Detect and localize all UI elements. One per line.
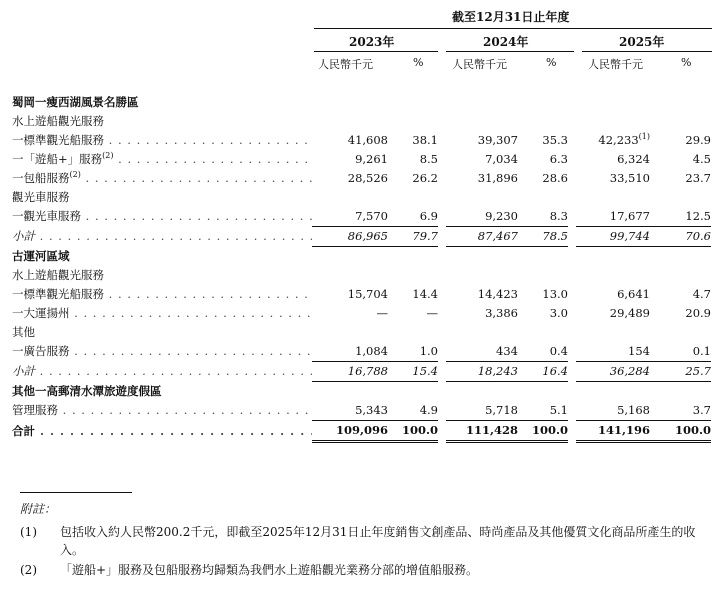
cell-value: 23.7	[685, 171, 711, 185]
percent-cell	[392, 285, 442, 304]
percent-cell	[522, 266, 572, 285]
footnote-ref: (1)	[638, 132, 650, 142]
percent-cell	[522, 401, 572, 421]
unit-2025: 人民幣千元	[588, 58, 643, 71]
amount-cell	[312, 207, 392, 227]
amount-cell	[442, 112, 522, 131]
percent-cell	[522, 150, 572, 169]
percent-cell	[392, 227, 442, 247]
percent-cell	[522, 227, 572, 247]
row-label-text: 一標準觀光船服務	[12, 133, 104, 147]
percent-cell	[654, 112, 711, 131]
percent-cell	[392, 323, 442, 342]
amount-cell	[312, 266, 392, 285]
cell-value: 29,489	[609, 306, 650, 320]
amount-cell	[572, 131, 654, 150]
cell-value: 109,096	[335, 423, 388, 437]
cell-value: 141,196	[597, 423, 650, 437]
cell-value: —	[376, 306, 388, 320]
amount-cell	[442, 323, 522, 342]
table-row	[12, 150, 711, 169]
percent-cell	[654, 382, 711, 402]
percent-cell	[392, 112, 442, 131]
table-row	[12, 266, 711, 285]
cell-value: 12.5	[685, 209, 711, 223]
cell-value: 5,343	[355, 403, 388, 417]
percent-cell	[654, 169, 711, 188]
amount-cell	[572, 421, 654, 442]
amount-cell	[572, 342, 654, 362]
row-label-text: 一大運揚州	[12, 306, 70, 320]
cell-value: 41,608	[347, 133, 388, 147]
amount-cell	[442, 382, 522, 402]
amount-cell	[572, 227, 654, 247]
amount-cell	[312, 362, 392, 382]
row-label	[12, 323, 312, 342]
cell-value: 1.0	[419, 344, 438, 358]
row-label-text: 小計	[12, 364, 35, 378]
cell-value: 8.5	[419, 152, 438, 166]
row-label	[12, 401, 312, 421]
notes	[20, 500, 710, 581]
amount-cell	[312, 227, 392, 247]
cell-value: 38.1	[412, 133, 438, 147]
cell-value: 0.4	[549, 344, 568, 358]
percent-cell	[392, 342, 442, 362]
note-1-mark: (1)	[20, 525, 37, 539]
cell-value: 3.0	[549, 306, 568, 320]
cell-value: 33,510	[609, 171, 650, 185]
cell-value: 0.1	[692, 344, 711, 358]
pct-2023: %	[413, 56, 424, 69]
cell-value: 6.9	[419, 209, 438, 223]
cell-value: 79.7	[412, 229, 438, 243]
amount-cell	[572, 266, 654, 285]
percent-cell	[522, 382, 572, 402]
row-label-text: 小計	[12, 229, 35, 243]
cell-value: 14.4	[412, 287, 438, 301]
amount-cell	[572, 207, 654, 227]
cell-value: 16,788	[347, 364, 388, 378]
amount-cell	[572, 169, 654, 188]
percent-cell	[522, 131, 572, 150]
percent-cell	[654, 304, 711, 323]
amount-cell	[442, 131, 522, 150]
cell-value: 100.0	[401, 423, 438, 437]
unit-2024: 人民幣千元	[452, 58, 507, 71]
table-row	[12, 227, 711, 247]
year-rule-2023	[314, 51, 438, 52]
percent-cell	[522, 93, 572, 112]
unit-2023: 人民幣千元	[318, 58, 373, 71]
note-2	[20, 561, 710, 579]
row-label-text: 水上遊船觀光服務	[12, 268, 104, 282]
row-label	[12, 93, 312, 112]
cell-value: 31,896	[477, 171, 518, 185]
table-row	[12, 342, 711, 362]
amount-cell	[442, 93, 522, 112]
cell-value: 78.5	[542, 229, 568, 243]
row-label	[12, 112, 312, 131]
year-2025: 2025年	[619, 35, 665, 49]
percent-cell	[392, 188, 442, 207]
percent-cell	[392, 169, 442, 188]
table-row	[12, 421, 711, 442]
footnote-ref: (2)	[102, 151, 114, 161]
cell-value: 100.0	[674, 423, 711, 437]
amount-cell	[312, 421, 392, 442]
cell-value: 36,284	[609, 364, 650, 378]
percent-cell	[522, 169, 572, 188]
cell-value: 13.0	[542, 287, 568, 301]
amount-cell	[442, 266, 522, 285]
table-row	[12, 362, 711, 382]
row-label-text: 合計	[12, 423, 35, 438]
amount-cell	[442, 285, 522, 304]
percent-cell	[654, 401, 711, 421]
cell-value: 1,084	[355, 344, 388, 358]
amount-cell	[572, 112, 654, 131]
row-label-text: 觀光車服務	[12, 190, 70, 204]
percent-cell	[654, 285, 711, 304]
percent-cell	[392, 382, 442, 402]
cell-value: 70.6	[685, 229, 711, 243]
cell-value: 9,230	[485, 209, 518, 223]
amount-cell	[572, 304, 654, 323]
cell-value: 111,428	[465, 423, 518, 437]
period-heading: 截至12月31日止年度	[452, 10, 570, 24]
amount-cell	[572, 93, 654, 112]
cell-value: 15.4	[412, 364, 438, 378]
percent-cell	[522, 323, 572, 342]
row-label	[12, 207, 312, 227]
cell-value: 35.3	[542, 133, 568, 147]
notes-rule	[20, 492, 132, 493]
row-label	[12, 285, 312, 304]
cell-value: 9,261	[355, 152, 388, 166]
percent-cell	[654, 362, 711, 382]
year-2024: 2024年	[483, 35, 529, 49]
row-label	[12, 169, 312, 188]
row-label	[12, 150, 312, 169]
row-label-text: 一標準觀光船服務	[12, 287, 104, 301]
percent-cell	[522, 362, 572, 382]
cell-value: 6.3	[549, 152, 568, 166]
table-row	[12, 382, 711, 402]
table-row	[12, 304, 711, 323]
percent-cell	[392, 150, 442, 169]
cell-value: 16.4	[542, 364, 568, 378]
amount-cell	[442, 150, 522, 169]
percent-cell	[522, 304, 572, 323]
table-row	[12, 112, 711, 131]
pct-2025: %	[681, 56, 692, 69]
amount-cell	[312, 188, 392, 207]
year-2023: 2023年	[349, 35, 395, 49]
percent-cell	[392, 401, 442, 421]
cell-value: 4.7	[692, 287, 711, 301]
cell-value: 154	[628, 344, 650, 358]
percent-cell	[654, 342, 711, 362]
row-label-text: 一廣告服務	[12, 344, 70, 359]
row-label-text: 其他	[12, 325, 35, 339]
cell-value: 3,386	[485, 306, 518, 320]
note-2-text: 「遊船+」服務及包船服務均歸類為我們水上遊船觀光業務分部的增值船服務。	[60, 563, 479, 577]
note-1	[20, 523, 710, 559]
amount-cell	[312, 342, 392, 362]
percent-cell	[654, 247, 711, 267]
cell-value: 42,233	[598, 133, 639, 147]
cell-value: 434	[496, 344, 518, 358]
percent-cell	[654, 421, 711, 442]
amount-cell	[442, 421, 522, 442]
table-row	[12, 401, 711, 421]
table-row	[12, 169, 711, 188]
cell-value: 99,744	[609, 229, 650, 243]
percent-cell	[654, 227, 711, 247]
row-label	[12, 227, 312, 247]
note-1-text: 包括收入約人民幣200.2千元，即截至2025年12月31日止年度銷售文創產品、時尚產品及其他優質文化商品所產生的收入。	[60, 525, 696, 557]
percent-cell	[522, 285, 572, 304]
row-label-text: 一包船服務	[12, 171, 70, 185]
cell-value: 29.9	[685, 133, 711, 147]
amount-cell	[442, 362, 522, 382]
table-row	[12, 247, 711, 267]
percent-cell	[522, 207, 572, 227]
percent-cell	[522, 342, 572, 362]
row-label-text: 古運河區域	[12, 248, 70, 263]
percent-cell	[522, 421, 572, 442]
row-label	[12, 247, 312, 267]
table-row	[12, 188, 711, 207]
cell-value: 4.9	[419, 403, 438, 417]
cell-value: 4.5	[692, 152, 711, 166]
amount-cell	[312, 247, 392, 267]
row-label	[12, 421, 312, 442]
percent-cell	[392, 304, 442, 323]
amount-cell	[442, 401, 522, 421]
percent-cell	[392, 266, 442, 285]
table-row	[12, 207, 711, 227]
amount-cell	[442, 207, 522, 227]
cell-value: 5,168	[617, 403, 650, 417]
amount-cell	[572, 323, 654, 342]
cell-value: 7,570	[355, 209, 388, 223]
row-label	[12, 188, 312, 207]
amount-cell	[572, 362, 654, 382]
row-label	[12, 131, 312, 150]
amount-cell	[312, 112, 392, 131]
amount-cell	[572, 382, 654, 402]
cell-value: 86,965	[347, 229, 388, 243]
percent-cell	[522, 188, 572, 207]
amount-cell	[312, 285, 392, 304]
percent-cell	[392, 421, 442, 442]
table-row	[12, 131, 711, 150]
cell-value: 20.9	[685, 306, 711, 320]
percent-cell	[654, 207, 711, 227]
percent-cell	[392, 93, 442, 112]
amount-cell	[442, 169, 522, 188]
amount-cell	[312, 169, 392, 188]
cell-value: 28,526	[347, 171, 388, 185]
amount-cell	[312, 304, 392, 323]
amount-cell	[312, 150, 392, 169]
percent-cell	[392, 247, 442, 267]
amount-cell	[442, 188, 522, 207]
percent-cell	[392, 362, 442, 382]
amount-cell	[312, 401, 392, 421]
amount-cell	[312, 323, 392, 342]
cell-value: 14,423	[477, 287, 518, 301]
amount-cell	[442, 342, 522, 362]
row-label-text: 其他一高郵清水潭旅遊度假區	[12, 383, 162, 398]
percent-cell	[522, 247, 572, 267]
table-row	[12, 323, 711, 342]
amount-cell	[572, 247, 654, 267]
amount-cell	[572, 188, 654, 207]
cell-value: 39,307	[477, 133, 518, 147]
percent-cell	[654, 323, 711, 342]
row-label	[12, 362, 312, 382]
cell-value: 8.3	[549, 209, 568, 223]
amount-cell	[442, 227, 522, 247]
cell-value: 100.0	[531, 423, 568, 437]
cell-value: 18,243	[477, 364, 518, 378]
amount-cell	[312, 131, 392, 150]
amount-cell	[572, 150, 654, 169]
table-row	[12, 285, 711, 304]
year-rule-2024	[446, 51, 574, 52]
row-label	[12, 342, 312, 362]
percent-cell	[654, 266, 711, 285]
table-row	[12, 93, 711, 112]
percent-cell	[654, 188, 711, 207]
amount-cell	[312, 93, 392, 112]
amount-cell	[442, 304, 522, 323]
row-label-text: 蜀岡一瘦西湖風景名勝區	[12, 95, 139, 109]
note-2-mark: (2)	[20, 563, 37, 577]
cell-value: —	[426, 306, 438, 320]
cell-value: 6,324	[617, 152, 650, 166]
percent-cell	[654, 131, 711, 150]
row-label-text: 一「遊船+」服務	[12, 152, 103, 166]
row-label-text: 管理服務	[12, 403, 58, 418]
revenue-table	[12, 93, 711, 443]
footnote-ref: (2)	[69, 170, 81, 180]
cell-value: 25.7	[685, 364, 711, 378]
cell-value: 26.2	[412, 171, 438, 185]
cell-value: 15,704	[347, 287, 388, 301]
amount-cell	[572, 401, 654, 421]
row-label	[12, 382, 312, 402]
cell-value: 17,677	[609, 209, 650, 223]
percent-cell	[522, 112, 572, 131]
cell-value: 5.1	[549, 403, 568, 417]
percent-cell	[392, 131, 442, 150]
year-rule-2025	[582, 51, 712, 52]
row-label-text: 水上遊船觀光服務	[12, 114, 104, 128]
row-label	[12, 266, 312, 285]
cell-value: 6,641	[617, 287, 650, 301]
amount-cell	[312, 382, 392, 402]
notes-heading: 附註：	[20, 502, 57, 516]
cell-value: 7,034	[485, 152, 518, 166]
pct-2024: %	[546, 56, 557, 69]
period-rule	[314, 28, 712, 29]
amount-cell	[442, 247, 522, 267]
cell-value: 5,718	[485, 403, 518, 417]
percent-cell	[392, 207, 442, 227]
percent-cell	[654, 93, 711, 112]
row-label	[12, 304, 312, 323]
cell-value: 28.6	[542, 171, 568, 185]
amount-cell	[572, 285, 654, 304]
cell-value: 87,467	[477, 229, 518, 243]
row-label-text: 一觀光車服務	[12, 209, 81, 224]
percent-cell	[654, 150, 711, 169]
cell-value: 3.7	[692, 403, 711, 417]
